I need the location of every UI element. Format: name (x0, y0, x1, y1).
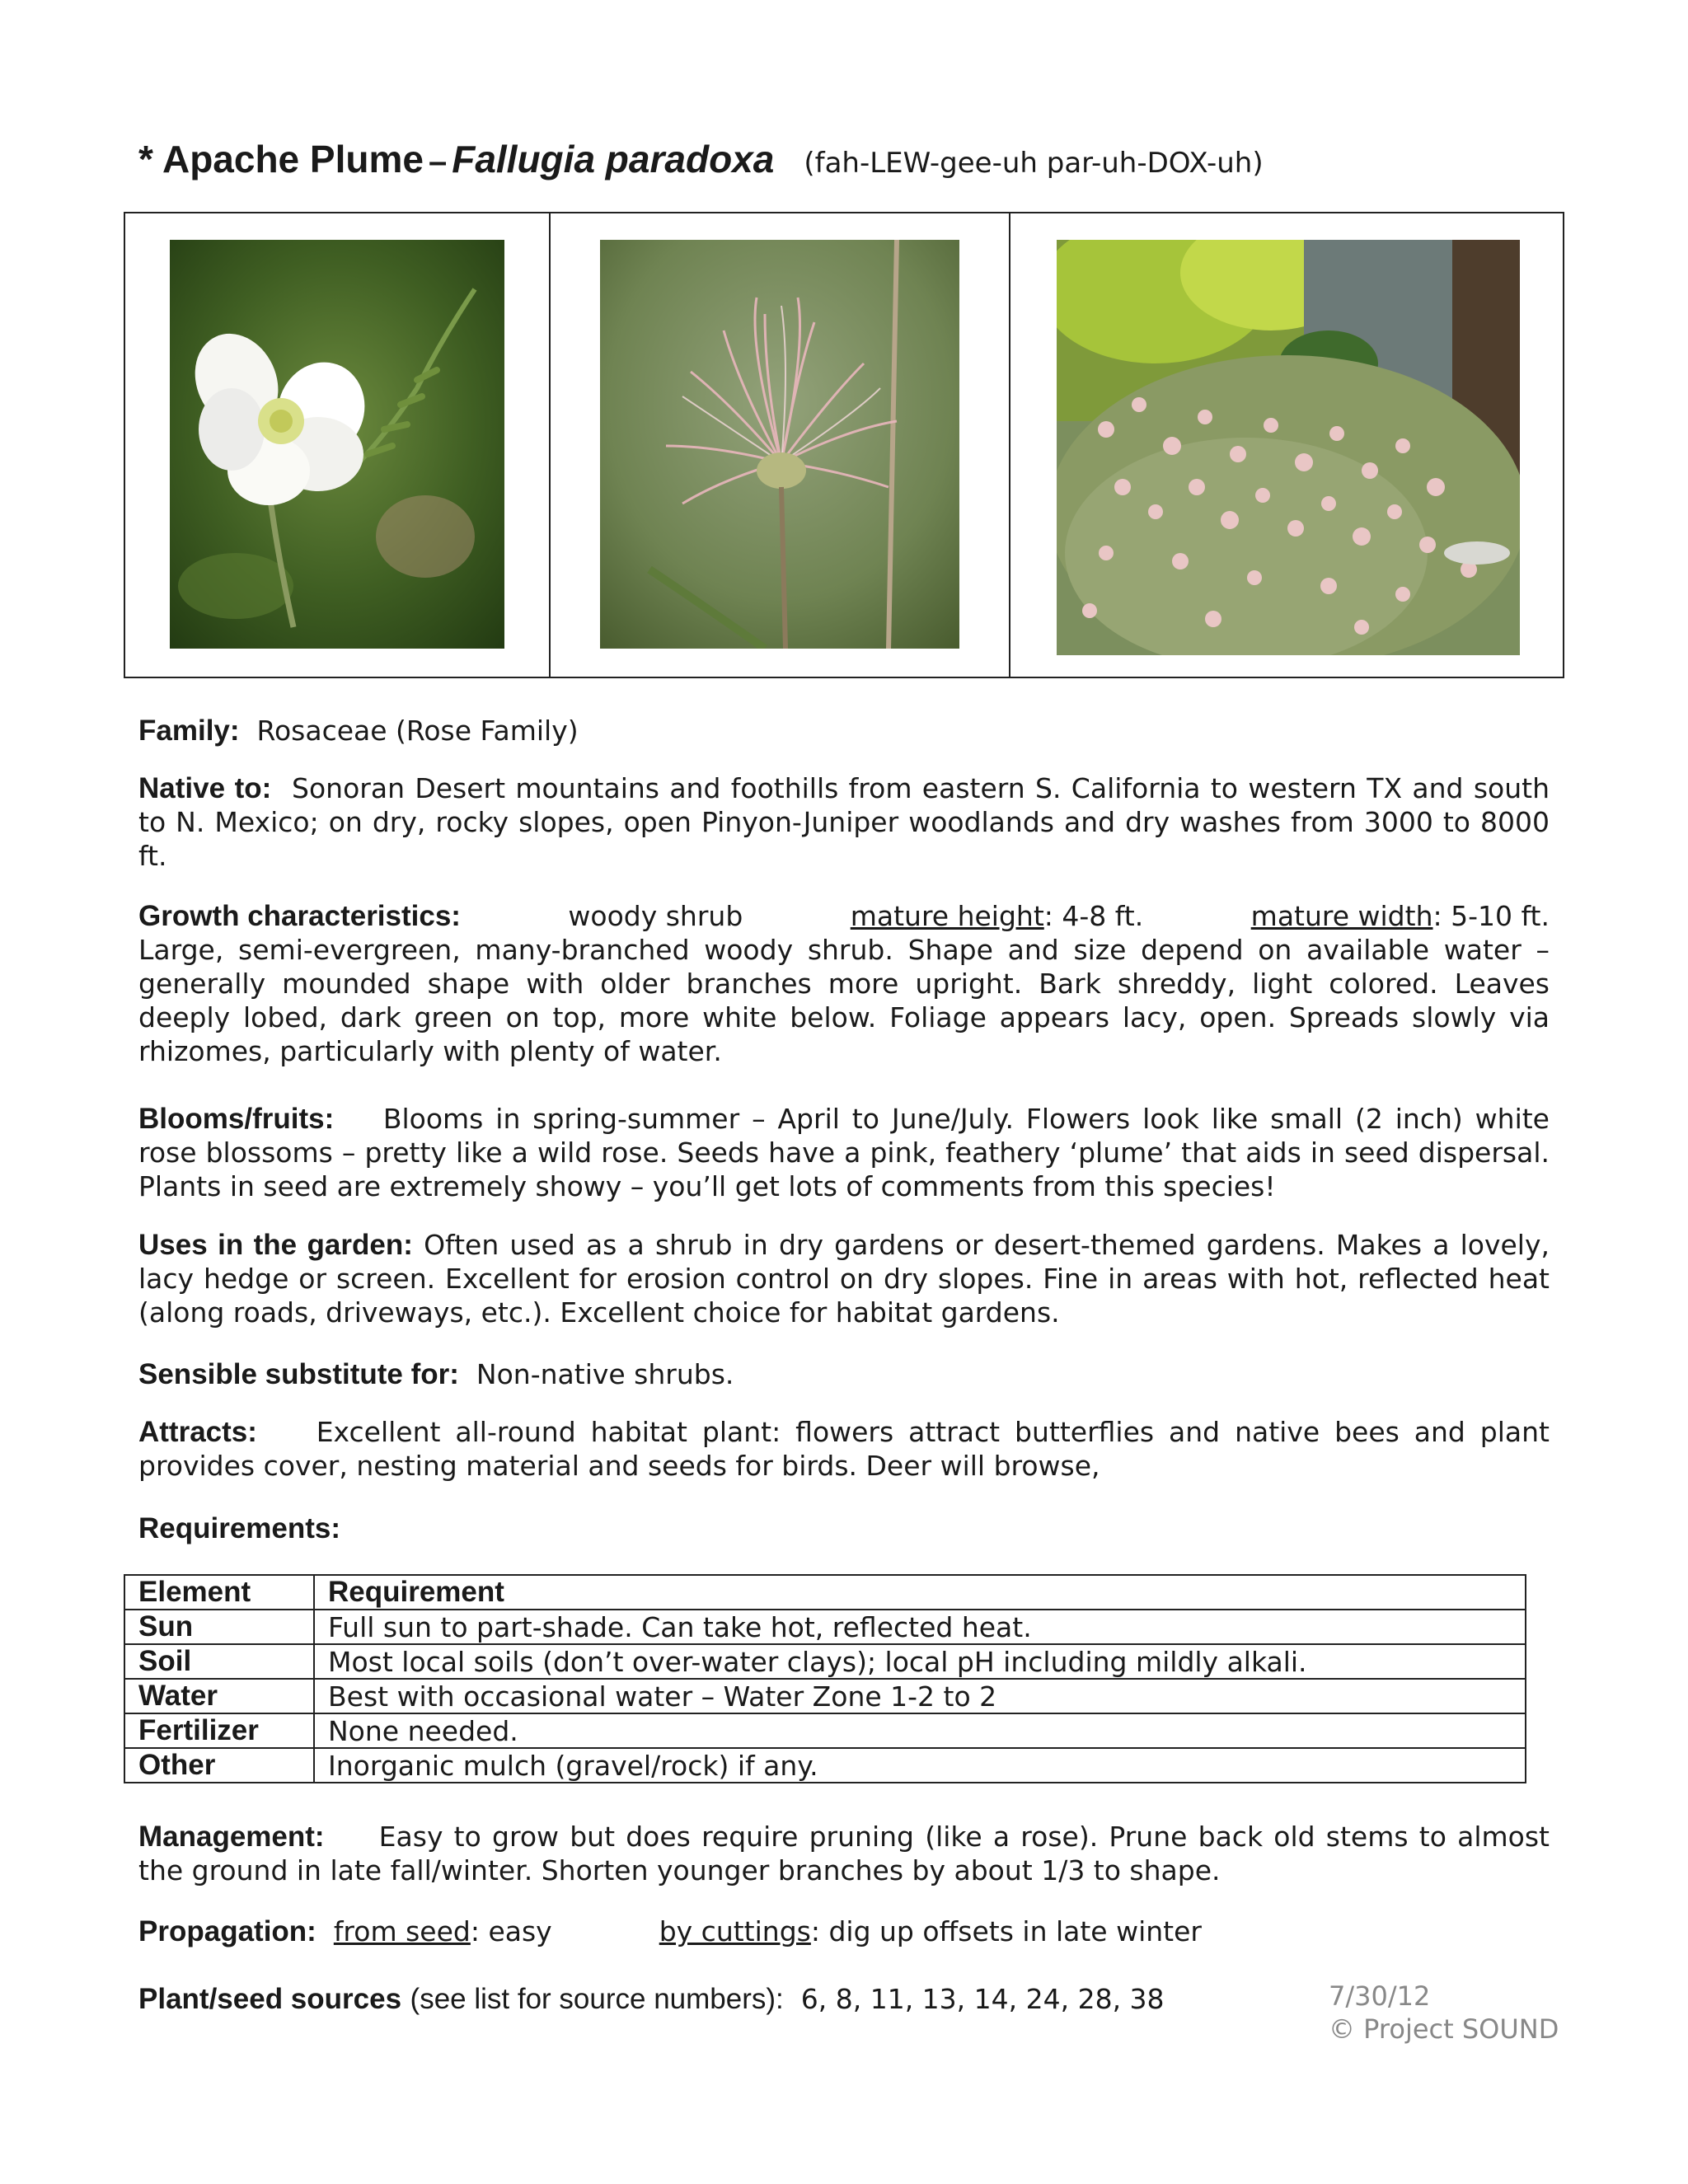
mature-width-value: : 5-10 ft. (1432, 900, 1550, 932)
sources-numbers: 6, 8, 11, 13, 14, 24, 28, 38 (800, 1983, 1165, 2015)
page-title (138, 137, 1264, 181)
table-row (124, 1679, 1526, 1713)
element-cell: Water (124, 1679, 314, 1713)
uses-text: Often used as a shrub in dry gardens or desert-themed gardens. Makes a lovely, lacy hedge or screen. Excellent for erosion control on dry slopes. Fine in areas with hot, reflected heat (along roads, driveways, etc.). Excellent choice for habitat gardens. (138, 1229, 1550, 1329)
table-row (124, 1713, 1526, 1748)
sources-section (138, 1982, 1292, 2016)
element-cell: Other (124, 1748, 314, 1783)
requirement-cell: Best with occasional water – Water Zone 1-2 to 2 (314, 1679, 1526, 1713)
sources-label: Plant/seed sources (138, 1983, 402, 2015)
element-cell: Sun (124, 1610, 314, 1644)
photo-frame (124, 212, 1564, 678)
photo-divider (549, 213, 551, 677)
sources-note: (see list for source numbers): (410, 1983, 784, 2015)
family-text: Rosaceae (Rose Family) (256, 715, 579, 747)
by-cuttings-value: : dig up offsets in late winter (810, 1915, 1202, 1947)
growth-type: woody shrub (568, 900, 743, 932)
pronunciation: (fah-LEW-gee-uh par-uh-DOX-uh) (804, 147, 1264, 180)
title-dash: – (428, 143, 448, 180)
table-row (124, 1610, 1526, 1644)
uses-label: Uses in the garden: (138, 1229, 413, 1261)
white-flower-photo (170, 240, 504, 649)
common-name: * Apache Plume (138, 138, 424, 180)
seed-plume-photo (600, 240, 959, 649)
requirements-label: Requirements: (138, 1512, 341, 1544)
element-cell: Soil (124, 1644, 314, 1679)
family-label: Family: (138, 715, 240, 747)
attracts-label: Attracts: (138, 1416, 257, 1448)
native-section (138, 771, 1550, 873)
management-section (138, 1820, 1550, 1887)
blooms-label: Blooms/fruits: (138, 1103, 335, 1135)
growth-label: Growth characteristics: (138, 900, 461, 932)
substitute-section (138, 1357, 1550, 1391)
native-label: Native to: (138, 772, 272, 804)
propagation-section (138, 1915, 1550, 1948)
from-seed-label: from seed (333, 1915, 471, 1947)
mature-width-label: mature width (1250, 900, 1433, 932)
footer-date: 7/30/12 (1329, 1980, 1431, 2012)
growth-header-line (138, 899, 1550, 933)
requirement-cell: Inorganic mulch (gravel/rock) if any. (314, 1748, 1526, 1783)
growth-text: Large, semi-evergreen, many-branched woody shrub. Shape and size depend on available water – generally mounded shape with older branches more upright. Bark shreddy, light colored. Leaves deeply lobed, dark green on top, more white below. Foliage appears lacy, open. Spreads slowly via rhizomes, particularly with plenty of water. (138, 934, 1550, 1067)
table-header-row (124, 1575, 1526, 1610)
table-row (124, 1644, 1526, 1679)
requirements-heading (138, 1511, 1550, 1547)
propagation-label: Propagation: (138, 1915, 316, 1947)
table-row (124, 1748, 1526, 1783)
management-label: Management: (138, 1821, 325, 1853)
family-section (138, 714, 1550, 748)
scientific-name: Fallugia paradoxa (452, 138, 775, 180)
requirement-cell: None needed. (314, 1713, 1526, 1748)
mature-height-label: mature height (850, 900, 1044, 932)
footer-copyright: © Project SOUND (1329, 2013, 1559, 2045)
from-seed-value: : easy (470, 1915, 552, 1947)
mature-height-value: : 4-8 ft. (1043, 900, 1144, 932)
attracts-text: Excellent all-round habitat plant: flowers attract butterflies and native bees and plant provides cover, nesting material and seeds for birds. Deer will browse, (138, 1416, 1550, 1482)
growth-section (138, 899, 1550, 1068)
substitute-text: Non-native shrubs. (476, 1358, 734, 1390)
footer-block (1329, 1980, 1559, 2046)
requirements-table (124, 1574, 1526, 1783)
blooms-text: Blooms in spring-summer – April to June/July. Flowers look like small (2 inch) white rose blossoms – pretty like a wild rose. Seeds have a pink, feathery ‘plume’ that aids in seed dispersal. Plants in seed are extremely showy – you’ll get lots of comments from this species! (138, 1103, 1550, 1202)
element-cell: Fertilizer (124, 1713, 314, 1748)
column-header-element: Element (124, 1575, 314, 1610)
photo-divider (1009, 213, 1010, 677)
native-text: Sonoran Desert mountains and foothills from eastern S. California to western TX and south to N. Mexico; on dry, rocky slopes, open Pinyon-Juniper woodlands and dry washes from 3000 to 8000 ft. (138, 772, 1550, 872)
mature-width (1251, 899, 1550, 933)
mature-height (851, 899, 1144, 933)
substitute-label: Sensible substitute for: (138, 1358, 459, 1390)
column-header-requirement: Requirement (314, 1575, 1526, 1610)
management-text: Easy to grow but does require pruning (like a rose). Prune back old stems to almost the ground in late fall/winter. Shorten younger branches by about 1/3 to shape. (138, 1821, 1550, 1886)
attracts-section (138, 1415, 1550, 1483)
by-cuttings-label: by cuttings (659, 1915, 811, 1947)
blooms-section (138, 1102, 1550, 1203)
shrub-photo (1057, 240, 1520, 655)
requirement-cell: Most local soils (don’t over-water clays); local pH including mildly alkali. (314, 1644, 1526, 1679)
uses-section (138, 1228, 1550, 1329)
requirement-cell: Full sun to part-shade. Can take hot, reflected heat. (314, 1610, 1526, 1644)
